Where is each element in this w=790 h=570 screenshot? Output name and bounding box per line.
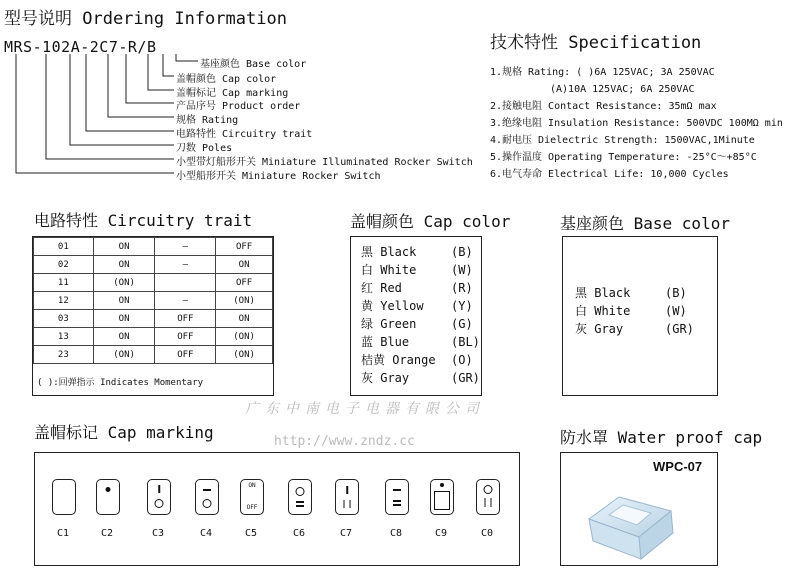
cap-marking-box — [34, 452, 520, 566]
waterproof-box — [560, 452, 718, 566]
circle-mark-icon — [484, 485, 493, 494]
cap-mark-label: C6 — [292, 528, 306, 539]
circuit-row — [34, 238, 273, 256]
circuit-cell: OFF — [155, 346, 216, 364]
double-line-mark-icon — [344, 500, 351, 508]
color-code: (O) — [451, 353, 473, 367]
cap-mark-c2 — [96, 479, 120, 515]
circuit-cell: ON — [93, 292, 155, 310]
color-item — [575, 302, 717, 320]
on-mark-text: ON — [248, 482, 256, 489]
watermark-company: 广东中南电子电器有限公司 — [245, 401, 485, 417]
spec-line: 5.操作温度 Operating Temperature: -25°C～+85°C — [490, 152, 757, 163]
circuit-row — [34, 328, 273, 346]
color-item — [361, 279, 481, 297]
circuit-cell: 02 — [34, 256, 94, 274]
circuit-cell: OFF — [155, 328, 216, 346]
label-base-color: 基座颜色 Base color — [200, 59, 307, 70]
circuit-cell: 01 — [34, 238, 94, 256]
color-name: 红 Red — [361, 281, 402, 295]
cap-mark-c3 — [147, 479, 171, 515]
model-code: MRS-102A-2C7-R/B — [4, 38, 157, 56]
color-item — [361, 369, 481, 387]
cap-mark-label: C1 — [56, 528, 70, 539]
color-name: 绿 Green — [361, 317, 417, 331]
cap-mark-label: C8 — [389, 528, 403, 539]
color-name: 桔黄 Orange — [361, 353, 436, 367]
circuit-table — [33, 237, 273, 364]
circuit-row — [34, 346, 273, 364]
watermark-url: http://www.zndz.cc — [274, 434, 415, 449]
circuit-cell: ON — [93, 238, 155, 256]
color-item — [361, 351, 481, 369]
circuit-cell: ON — [216, 310, 273, 328]
waterproof-title: 防水罩 Water proof cap — [560, 428, 763, 447]
circuit-row — [34, 292, 273, 310]
dash-mark-icon — [296, 505, 304, 507]
base-color-title: 基座颜色 Base color — [560, 214, 730, 233]
dash-mark-icon — [393, 500, 401, 502]
cap-mark-c1 — [52, 479, 76, 515]
cap-mark-c4 — [195, 479, 219, 515]
cap-mark-c7 — [335, 479, 359, 515]
color-name: 白 White — [361, 263, 417, 277]
dash-mark-icon — [203, 489, 211, 491]
circuit-cell: — — [155, 238, 216, 256]
color-code: (W) — [451, 263, 473, 277]
off-mark-text: OFF — [246, 504, 258, 511]
color-name: 灰 Gray — [575, 322, 624, 336]
color-name: 灰 Gray — [361, 371, 410, 385]
color-code: (R) — [451, 281, 473, 295]
cap-color-box — [350, 236, 482, 396]
color-name: 白 White — [575, 304, 631, 318]
spec-line: (A)10A 125VAC; 6A 250VAC — [550, 84, 695, 95]
circuit-row — [34, 256, 273, 274]
base-color-list — [563, 237, 717, 338]
color-item — [361, 333, 481, 351]
circuit-cell: (ON) — [93, 346, 155, 364]
dot-mark-icon — [106, 487, 111, 492]
dash-mark-icon — [296, 501, 304, 503]
color-code: (G) — [451, 317, 473, 331]
circuit-cell: (ON) — [93, 274, 155, 292]
circle-mark-icon — [203, 499, 212, 508]
double-line-mark-icon — [485, 498, 492, 507]
cap-mark-c9 — [430, 479, 454, 515]
color-code: (GR) — [451, 371, 480, 385]
circuit-cell: OFF — [216, 274, 273, 292]
color-name: 黑 Black — [361, 245, 417, 259]
circuit-cell: 03 — [34, 310, 94, 328]
waterproof-model: WPC-07 — [653, 459, 703, 474]
color-code: (Y) — [451, 299, 473, 313]
cap-mark-label: C3 — [151, 528, 165, 539]
color-item — [361, 261, 481, 279]
spec-title: 技术特性 Specification — [490, 33, 702, 53]
spec-line: 1.规格 Rating: ( )6A 125VAC; 3A 250VAC — [490, 67, 715, 78]
label-cap-marking: 盖帽标记 Cap marking — [176, 88, 289, 99]
cap-mark-label: C7 — [339, 528, 353, 539]
color-item — [575, 284, 717, 302]
cap-marking-title: 盖帽标记 Cap marking — [34, 423, 214, 442]
cap-color-title: 盖帽颜色 Cap color — [350, 212, 511, 231]
ordering-title: 型号说明 Ordering Information — [4, 9, 287, 29]
cap-color-list — [351, 237, 481, 387]
circuit-cell: (ON) — [216, 328, 273, 346]
color-code: (GR) — [665, 322, 694, 336]
color-code: (B) — [451, 245, 473, 259]
circuit-cell: OFF — [216, 238, 273, 256]
circuit-cell: — — [155, 292, 216, 310]
circuit-cell: ON — [93, 328, 155, 346]
label-circuitry: 电路特性 Circuitry trait — [176, 129, 313, 140]
cap-mark-c0 — [476, 479, 500, 515]
circuit-cell: 13 — [34, 328, 94, 346]
circuit-row — [34, 310, 273, 328]
circuit-note: ( ):回弹指示 Indicates Momentary — [37, 378, 204, 388]
label-poles: 刀数 Poles — [176, 143, 233, 154]
color-code: (BL) — [451, 335, 480, 349]
color-item — [575, 320, 717, 338]
spec-list — [490, 64, 783, 183]
circuit-cell: (ON) — [216, 292, 273, 310]
color-item — [361, 243, 481, 261]
color-item — [361, 297, 481, 315]
label-cap-color: 盖帽颜色 Cap color — [176, 74, 277, 85]
color-name: 蓝 Blue — [361, 335, 410, 349]
waterproof-cap-image — [579, 479, 679, 561]
cap-mark-c5 — [240, 479, 264, 515]
circuit-cell: 23 — [34, 346, 94, 364]
circuit-box — [32, 236, 274, 396]
circuit-cell: OFF — [155, 310, 216, 328]
cap-mark-c8 — [385, 479, 409, 515]
circle-mark-icon — [296, 487, 305, 496]
label-miniature: 小型船形开关 Miniature Rocker Switch — [176, 171, 381, 182]
circuit-cell: 12 — [34, 292, 94, 310]
spec-line: 3.绝缘电阻 Insulation Resistance: 500VDC 100MΩ min — [490, 118, 783, 129]
spec-line: 4.耐电压 Dielectric Strength: 1500VAC,1Minute — [490, 135, 755, 146]
label-illuminated: 小型带灯船形开关 Miniature Illuminated Rocker Switch — [176, 157, 473, 168]
circuit-cell: — — [155, 256, 216, 274]
cap-mark-label: C2 — [100, 528, 114, 539]
color-item — [361, 315, 481, 333]
color-name: 黄 Yellow — [361, 299, 424, 313]
dash-mark-icon — [393, 489, 401, 491]
label-rating: 规格 Rating — [176, 115, 239, 126]
cap-mark-label: C4 — [199, 528, 213, 539]
color-name: 黑 Black — [575, 286, 631, 300]
spec-line: 6.电气寿命 Electrical Life: 10,000 Cycles — [490, 169, 729, 180]
cap-mark-label: C5 — [244, 528, 258, 539]
color-code: (B) — [665, 286, 687, 300]
label-product-order: 产品序号 Product order — [176, 101, 301, 112]
dot-mark-icon — [440, 483, 444, 487]
cap-mark-label: C9 — [434, 528, 448, 539]
window-mark-icon — [434, 491, 450, 510]
circuit-title: 电路特性 Circuitry trait — [34, 211, 253, 230]
circuit-cell: ON — [216, 256, 273, 274]
line-mark-icon — [346, 486, 348, 494]
dash-mark-icon — [393, 504, 401, 506]
circuit-cell: 11 — [34, 274, 94, 292]
circuit-cell — [155, 274, 216, 292]
circuit-cell: ON — [93, 310, 155, 328]
circuit-cell: (ON) — [216, 346, 273, 364]
line-mark-icon — [158, 485, 160, 493]
circle-mark-icon — [155, 499, 164, 508]
cap-mark-c6 — [288, 479, 312, 515]
cap-mark-label: C0 — [480, 528, 494, 539]
circuit-cell: ON — [93, 256, 155, 274]
spec-line: 2.接触电阻 Contact Resistance: 35mΩ max — [490, 101, 717, 112]
base-color-box — [562, 236, 718, 396]
color-code: (W) — [665, 304, 687, 318]
circuit-row — [34, 274, 273, 292]
